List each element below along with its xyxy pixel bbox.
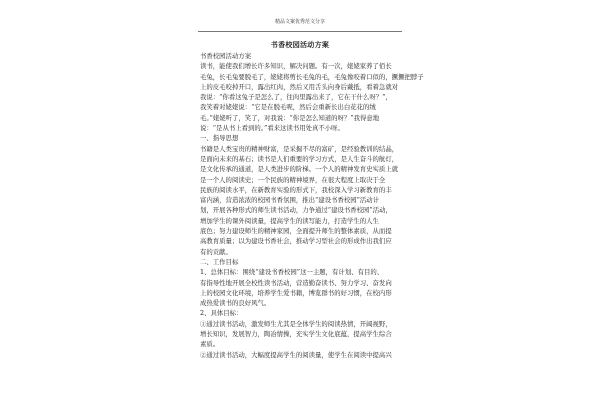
body-line: 说：“是从书上看到的。”看来这读书用处真不小呀。: [200, 124, 344, 133]
body-line: 上的校园文化环境，培养学生爱书籍，博览群书的好习惯，在校内形: [200, 288, 392, 297]
body-line: 是一个人的阅读史；一个民族的精神境界，在很大程度上取决于全: [200, 175, 386, 184]
section-heading: 一、指导思想: [200, 134, 239, 143]
document-page: [198, 0, 424, 400]
body-line: 2、具体目标：: [200, 309, 243, 318]
body-line: 书籍是人类宝贵的精神财富，是采掘不尽的富矿，是经验教训的结晶，: [200, 144, 399, 153]
body-line: 底色；努力建设师生的精神家园，全面提升师生的整体素质，从而提: [200, 227, 392, 236]
body-line: 毛兔，长毛兔要脱毛了，姥姥将剪长毛兔的毛，毛兔像咬着口似的，撅撅把脖子: [200, 72, 424, 81]
body-line: 划，开展各种形式的师生读书活动，力争通过“建设书香校园”活动，: [200, 206, 392, 215]
body-line: 富内涵，营造浓浓的校园书香氛围，推出“建设书香校园”活动计: [200, 196, 380, 205]
body-line: 有的贡献。: [200, 247, 232, 256]
body-line: 素质。: [200, 340, 220, 349]
body-line: 1、总体目标：围绕“建设书香校园”这一主题，有计划、有目的、: [200, 268, 384, 277]
body-line: 是文化传承的通道，是人类进步的阶梯。一个人的精神发育史实质上就: [200, 165, 399, 174]
body-line: 毛。”姥姥听了，笑了，对我说：“你是怎么知道的呀？”我得意地: [200, 113, 380, 122]
section-heading: 二、工作目标: [200, 257, 239, 266]
body-line: 书香校园活动方案: [200, 52, 252, 60]
document-body: [200, 51, 424, 360]
body-line: 民族的阅读水平，在新教育实验的形式下，我校深入学习新教育的丰: [200, 185, 392, 194]
body-line: ①通过读书活动，激发师生尤其是全体学生的阅读热情，开阔视野，: [200, 319, 392, 328]
body-line: ②通过读书活动，大幅度提高学生的阅读量，使学生在阅读中提高兴: [200, 350, 392, 359]
body-line: 是面向未来的基石；读书是人们重要的学习方式，是人生奋斗的航灯，: [200, 154, 399, 163]
body-line: 成热爱读书的良好风气。: [200, 299, 271, 308]
body-line: 我笑着对姥姥说：“它是在脱毛呢，然后会重新长出白花花的绒: [200, 103, 376, 112]
body-line: 上的皮毛咬掉开口，露出红肉，然后又用舌头向身后戴抵，看着急就对: [200, 82, 399, 91]
body-line: 增加学生的课外阅读量，提高学生的读写能力，打造学生的人生: [200, 216, 379, 225]
body-line: 有指导性地开展全校性读书活动，营造勤奋读书、努力学习、奋发向: [200, 278, 392, 287]
body-line: 读书，能使我们增长许多知识，解决问题。有一次，姥姥家养了佰长: [200, 62, 392, 71]
body-line: 高教育质量；以为建设书香社会，推动学习型社会的形成作出我们应: [200, 237, 392, 246]
document-title: 书香校园活动方案: [270, 40, 330, 49]
body-line: 我说：“你看这兔子是怎么了，往肉里露出来了，它在干什么呀？”，: [200, 93, 392, 102]
body-line: 增长知识，发展智力，陶冶情操，充实学生文化底蕴，提高学生综合: [200, 330, 392, 339]
page-header: 精品文案优秀范文分享: [198, 11, 402, 32]
